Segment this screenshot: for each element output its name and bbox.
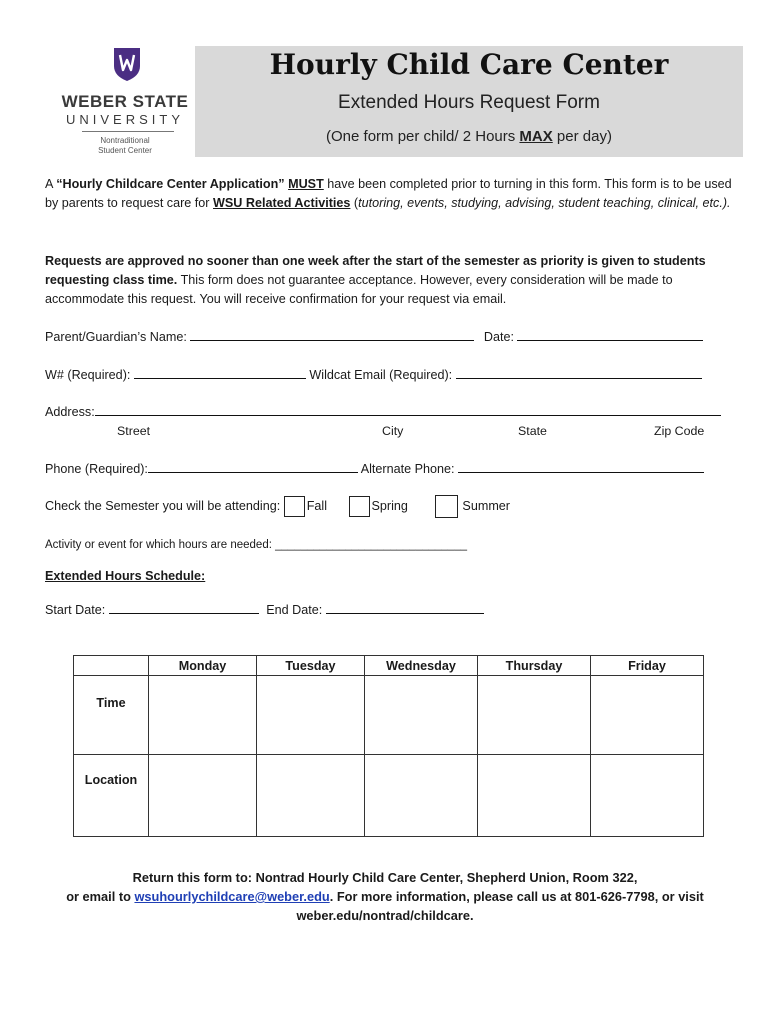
- street-sublabel: Street: [117, 424, 151, 438]
- intro-text-2: have been completed prior to turning in this form. This form is to be used by parents to request care for: [45, 177, 732, 210]
- website-text: weber.edu/nontrad/childcare.: [296, 908, 474, 923]
- logo-department: [60, 136, 190, 156]
- wsu-related-activities: WSU Related Activities: [213, 196, 351, 210]
- wildcat-email-label: Wildcat Email (Required):: [309, 368, 453, 382]
- schedule-heading: Extended Hours Schedule:: [45, 569, 206, 583]
- address-row: [45, 403, 721, 419]
- day-header-thursday: Thursday: [478, 656, 591, 676]
- schedule-table: [73, 655, 704, 837]
- approval-paragraph: [45, 252, 735, 309]
- intro-paragraph: [45, 175, 735, 213]
- phone-info: . For more information, please call us at 801-626-7798, or visit: [329, 889, 704, 904]
- summer-checkbox[interactable]: [435, 495, 458, 518]
- logo-weber-state: WEBER STATE: [61, 92, 189, 111]
- parent-name-row: [45, 328, 703, 344]
- corner-cell: [74, 656, 149, 676]
- time-friday-cell[interactable]: [591, 676, 704, 755]
- phone-row: [45, 460, 704, 476]
- logo-dept-line2: Student Center: [98, 146, 152, 155]
- location-monday-cell[interactable]: [149, 755, 257, 837]
- spring-checkbox[interactable]: [349, 496, 370, 517]
- activity-field[interactable]: Activity or event for which hours are needed: ______________________________: [45, 539, 467, 551]
- location-thursday-cell[interactable]: [478, 755, 591, 837]
- spring-label: Spring: [371, 498, 408, 513]
- intro-paren: (: [350, 196, 359, 210]
- phone-label: Phone (Required):: [45, 462, 148, 476]
- contact-line: [40, 887, 730, 906]
- return-address: Return this form to: Nontrad Hourly Child Care Center, Shepherd Union, Room 322,: [132, 870, 638, 885]
- row-label-time: Time: [74, 676, 149, 755]
- address-label: Address:: [45, 405, 95, 419]
- note-text-end: per day): [552, 128, 612, 145]
- table-row: [74, 676, 704, 755]
- semester-label: Check the Semester you will be attending:: [45, 498, 281, 513]
- logo-university: UNIVERSITY: [65, 112, 184, 127]
- alt-phone-field[interactable]: [458, 460, 704, 473]
- day-header-tuesday: Tuesday: [257, 656, 365, 676]
- intro-text: A: [45, 177, 57, 191]
- time-tuesday-cell[interactable]: [257, 676, 365, 755]
- schedule-heading-row: [45, 569, 205, 583]
- wildcat-email-field[interactable]: [456, 366, 702, 379]
- day-header-wednesday: Wednesday: [365, 656, 478, 676]
- location-wednesday-cell[interactable]: [365, 755, 478, 837]
- time-thursday-cell[interactable]: [478, 676, 591, 755]
- w-number-label: W# (Required):: [45, 368, 131, 382]
- semester-row: [45, 495, 510, 518]
- date-range-row: [45, 601, 484, 617]
- table-header-row: [74, 656, 704, 676]
- start-date-field[interactable]: [109, 601, 259, 614]
- return-instructions: [40, 868, 730, 925]
- form-subtitle: Extended Hours Request Form: [338, 92, 600, 113]
- end-date-label: End Date:: [266, 603, 323, 617]
- w-number-field[interactable]: [134, 366, 306, 379]
- note-max: MAX: [519, 128, 553, 145]
- note-text-start: (One form per child/ 2 Hours: [326, 128, 520, 145]
- logo-divider: [82, 131, 174, 132]
- must-emphasis: MUST: [288, 177, 324, 191]
- zip-sublabel: Zip Code: [654, 424, 705, 438]
- activity-row: [45, 539, 467, 551]
- table-row: [74, 755, 704, 837]
- alt-phone-label: Alternate Phone:: [360, 462, 455, 476]
- summer-label: Summer: [462, 498, 511, 513]
- end-date-field[interactable]: [326, 601, 484, 614]
- day-header-friday: Friday: [591, 656, 704, 676]
- address-field[interactable]: [95, 403, 721, 416]
- weber-state-logo: [60, 44, 195, 160]
- time-monday-cell[interactable]: [149, 676, 257, 755]
- wildcat-shield-icon: [112, 46, 142, 82]
- location-friday-cell[interactable]: [591, 755, 704, 837]
- page-title: Hourly Child Care Center: [269, 48, 669, 81]
- fall-label: Fall: [306, 498, 328, 513]
- id-email-row: [45, 366, 702, 382]
- email-link[interactable]: wsuhourlychildcare@weber.edu: [134, 889, 330, 904]
- row-label-location: Location: [74, 755, 149, 837]
- start-date-label: Start Date:: [45, 603, 106, 617]
- approval-details: This form does not guarantee acceptance. However, every consideration will be made to accommodate this request. You will receive confirmation for your request via email.: [45, 273, 673, 306]
- parent-name-label: Parent/Guardian’s Name:: [45, 330, 187, 344]
- form-limit-note: [195, 128, 743, 145]
- date-label: Date:: [483, 330, 514, 344]
- title-banner: [195, 46, 743, 157]
- email-intro: or email to: [66, 889, 135, 904]
- activity-examples: tutoring, events, studying, advising, student teaching, clinical, etc.).: [358, 196, 731, 210]
- location-tuesday-cell[interactable]: [257, 755, 365, 837]
- phone-field[interactable]: [148, 460, 358, 473]
- logo-dept-line1: Nontraditional: [100, 136, 150, 145]
- city-sublabel: City: [382, 424, 404, 438]
- approval-policy: Requests are approved no sooner than one week after the start of the semester as priority is given to students requesting class time.: [45, 254, 706, 287]
- date-field[interactable]: [517, 328, 703, 341]
- state-sublabel: State: [518, 424, 547, 438]
- day-header-monday: Monday: [149, 656, 257, 676]
- parent-name-field[interactable]: [190, 328, 474, 341]
- fall-checkbox[interactable]: [284, 496, 305, 517]
- time-wednesday-cell[interactable]: [365, 676, 478, 755]
- application-name: “Hourly Childcare Center Application”: [56, 177, 285, 191]
